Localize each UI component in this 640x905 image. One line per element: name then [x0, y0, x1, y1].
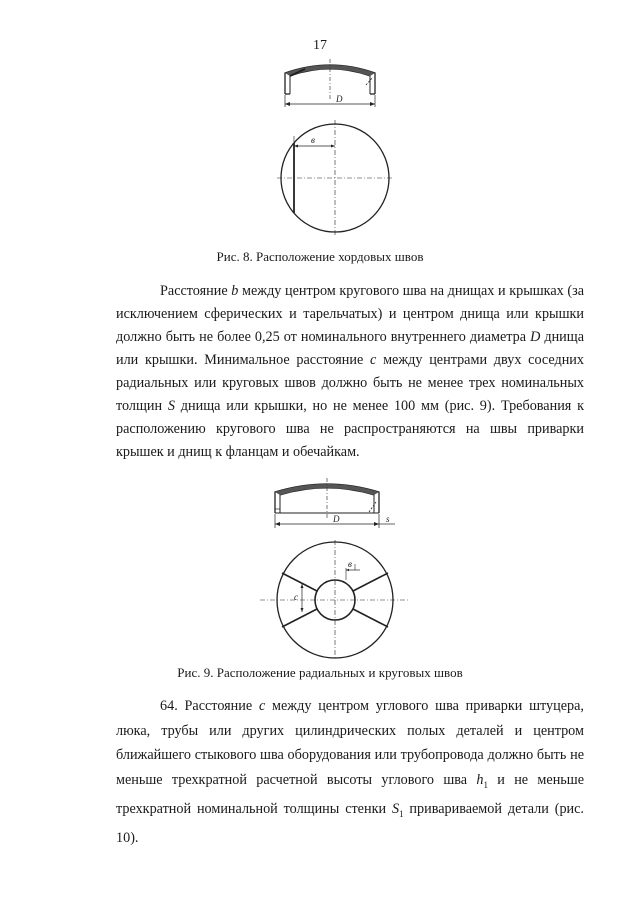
figure-8-plan-view — [275, 118, 395, 238]
fig8-label-b: в — [311, 135, 315, 145]
paragraph-1: Расстояние b между центром кругового шва на днищах и крышках (за исключением сферических и тарельчатых) и центром днища или крышки должно быть не более 0,25 от номинального внутреннего диаметра D днища или крышки. Минимальное расстояние c между центрами двух соседних радиальных или круговых швов должно быть не менее трех номинальных толщин S днища или крышки, но не менее 100 мм (рис. 9). Требования к расположению кругового шва не распространяются на швы приварки крышек и днищ к фланцам и обечайкам. — [116, 283, 584, 460]
page-number: 17 — [313, 38, 327, 53]
fig9-label-s: s — [386, 514, 390, 524]
figure-9-caption: Рис. 9. Расположение радиальных и круговых швов — [177, 665, 463, 680]
figure-9-dished-head-section — [265, 478, 405, 538]
figure-9-plan-view — [260, 540, 410, 660]
fig9-label-b: в — [348, 559, 352, 569]
figure-8-caption: Рис. 8. Расположение хордовых швов — [216, 249, 424, 264]
fig9-label-c: c — [294, 592, 298, 602]
figure-8-dished-head-section — [270, 55, 390, 115]
fig8-label-d: D — [336, 94, 343, 104]
paragraph-2: 64. Расстояние c между центром углового шва приварки штуцера, люка, трубы или других цилиндрических полых деталей и центром ближайшего стыкового шва оборудования или трубопровода должно быть не меньше трехкратной расчетной высоты углового шва $h_1$ и не меньше трехкратной номинальной толщины стенки $S_1$ привариваемой детали (рис. 10). — [116, 698, 584, 847]
fig9-label-d: D — [333, 514, 340, 524]
